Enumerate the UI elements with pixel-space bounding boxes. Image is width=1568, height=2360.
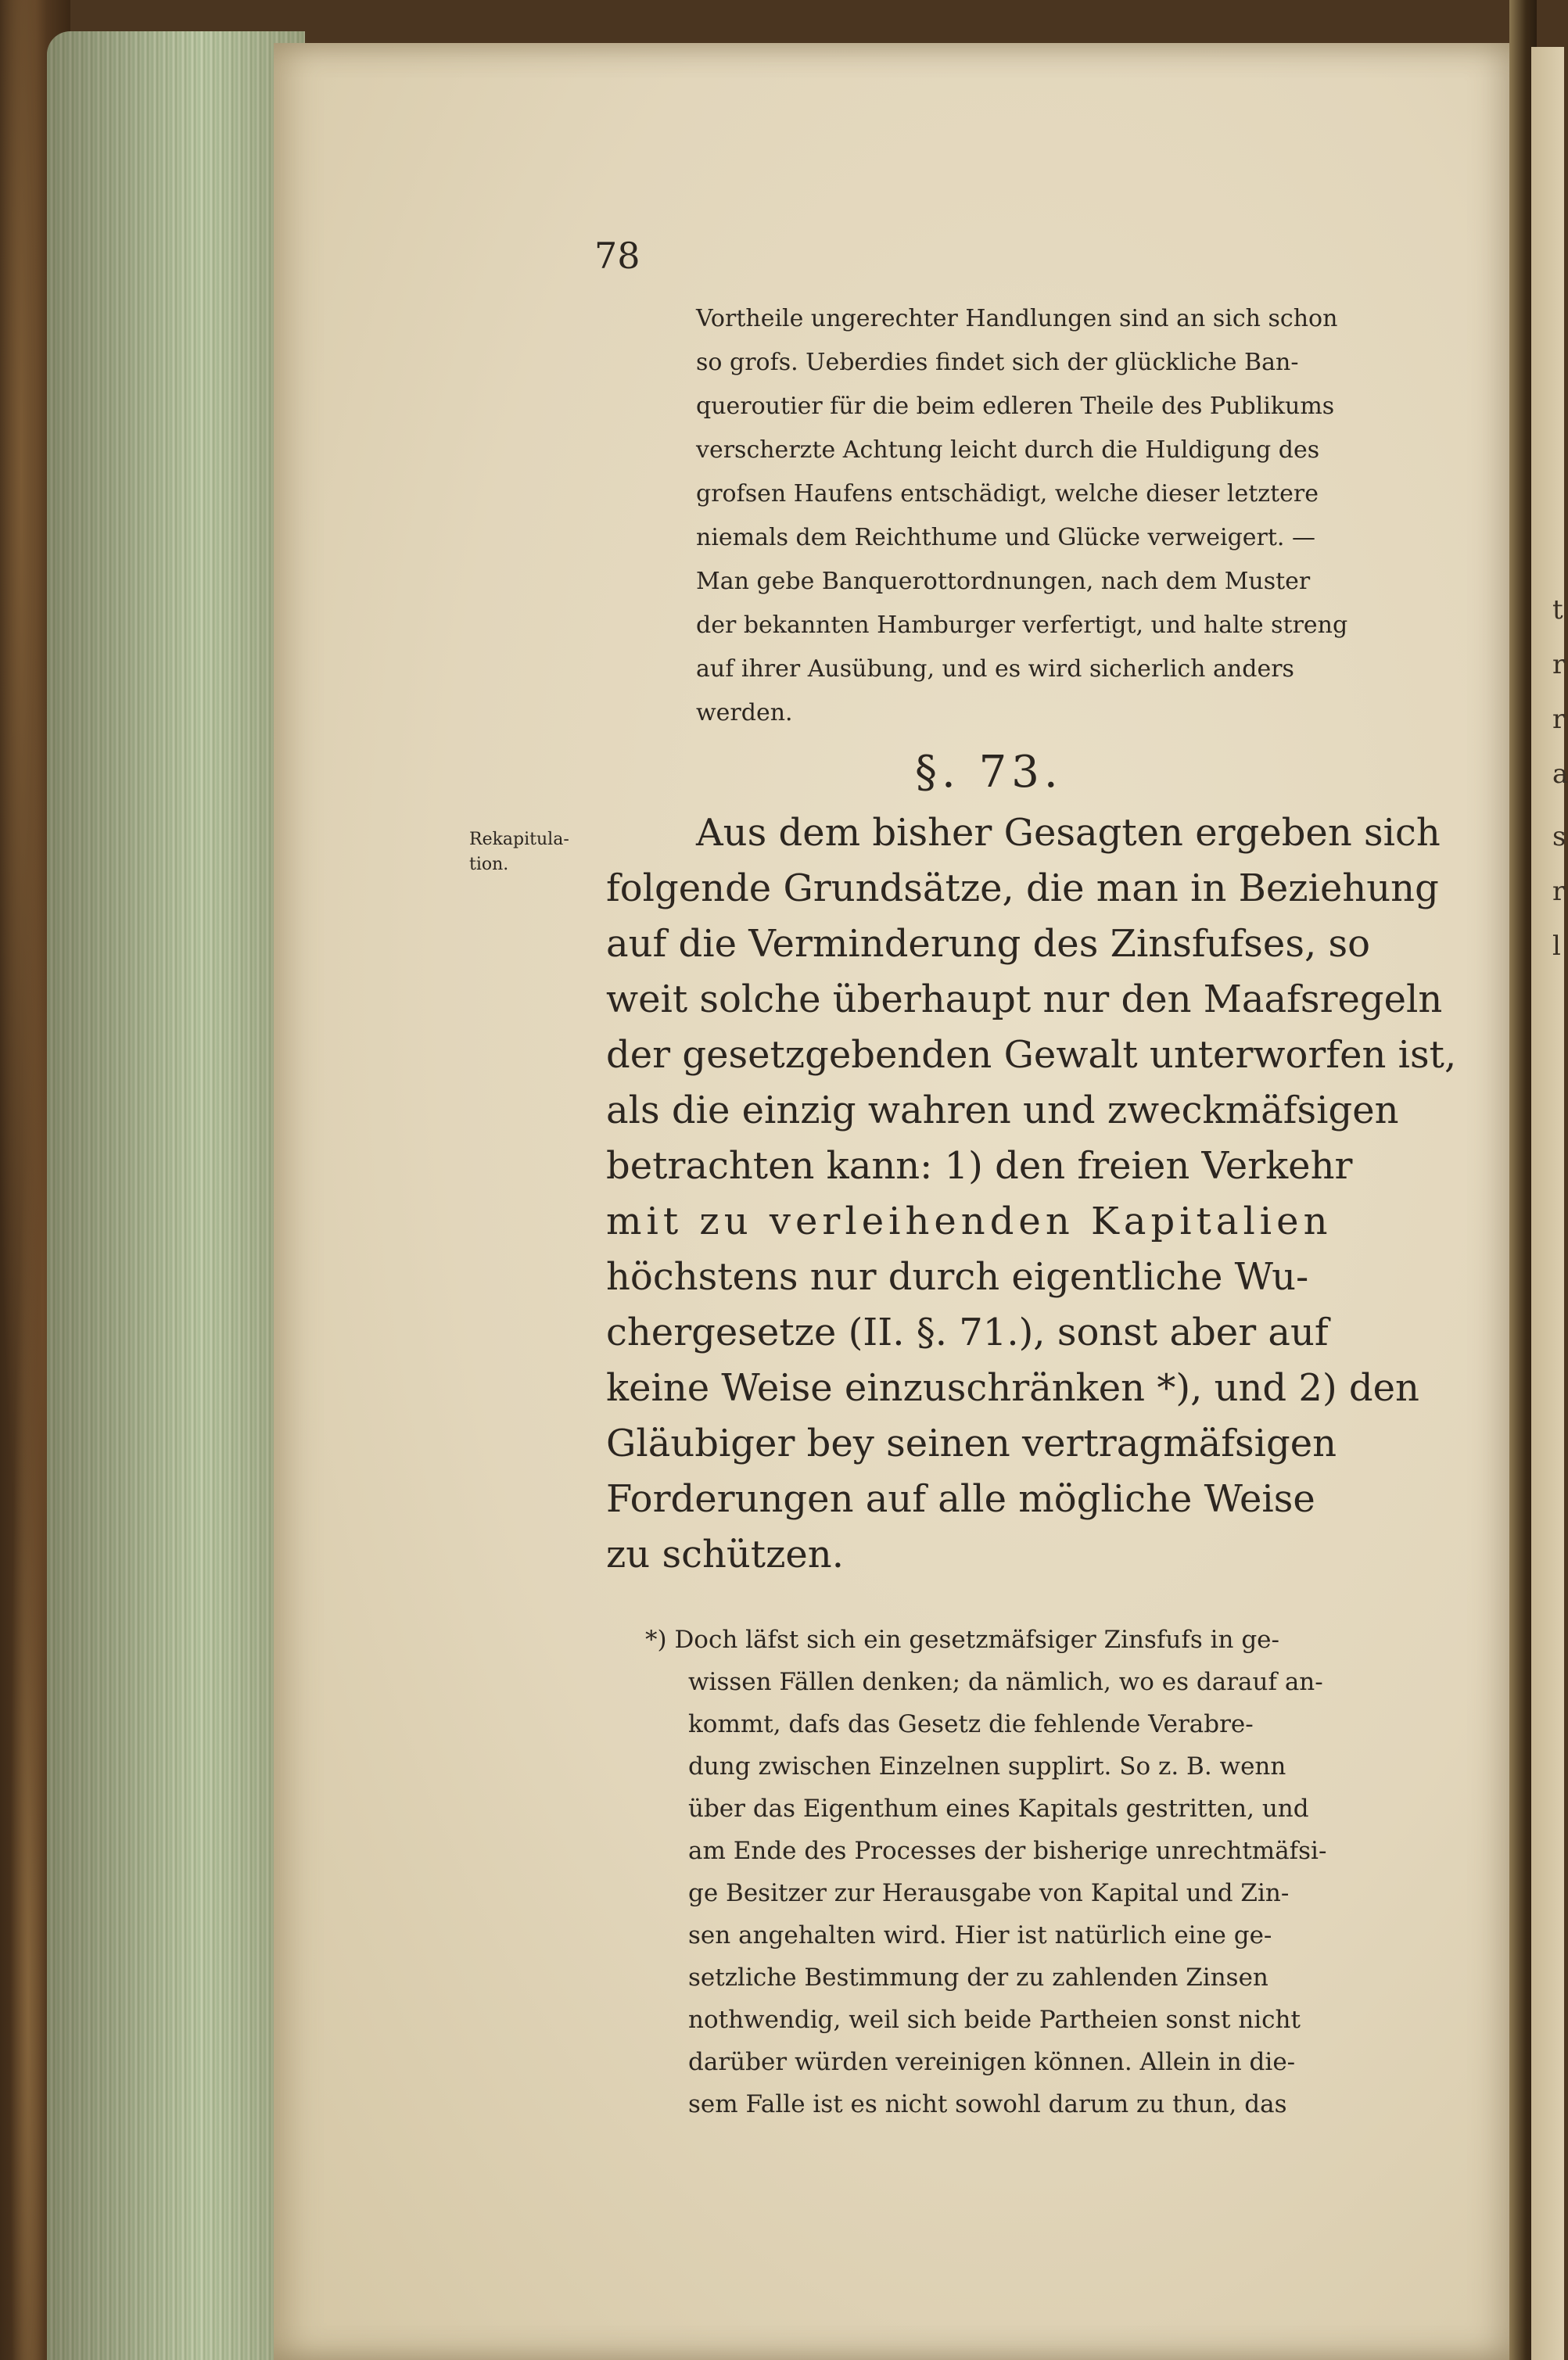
footnote-line: nothwendig, weil sich beide Partheien sonst nicht xyxy=(688,2006,1301,2034)
paragraph-line: Aus dem bisher Gesagten ergeben sich xyxy=(696,811,1441,855)
continuation-line: verscherzte Achtung leicht durch die Huldigung des xyxy=(696,436,1320,464)
footnote-line: am Ende des Processes der bisherige unrechtmäfsi- xyxy=(688,1837,1327,1865)
paragraph-line: der gesetzgebenden Gewalt unterworfen ist, xyxy=(606,1033,1457,1077)
facing-page-letter: s xyxy=(1552,821,1566,852)
facing-page-edge xyxy=(1531,47,1564,2360)
continuation-line: werden. xyxy=(696,699,793,726)
page-number: 78 xyxy=(594,235,640,277)
continuation-line: niemals dem Reichthume und Glücke verweigert. — xyxy=(696,524,1315,551)
paragraph-line: auf die Verminderung des Zinsfufses, so xyxy=(606,922,1371,966)
continuation-line: grofsen Haufens entschädigt, welche dieser letztere xyxy=(696,480,1319,508)
footnote-line: *) Doch läfst sich ein gesetzmäfsiger Zinsfufs in ge- xyxy=(645,1626,1279,1654)
facing-page-letter: r xyxy=(1552,876,1566,907)
footnote-line: sen angehalten wird. Hier ist natürlich eine ge- xyxy=(688,1921,1272,1949)
footnote-line: kommt, dafs das Gesetz die fehlende Verabre- xyxy=(688,1710,1254,1738)
continuation-line: so grofs. Ueberdies findet sich der glückliche Ban- xyxy=(696,349,1299,376)
continuation-line: Vortheile ungerechter Handlungen sind an sich schon xyxy=(696,305,1338,332)
paragraph-line: weit solche überhaupt nur den Maafsregeln xyxy=(606,977,1443,1021)
paragraph-line: höchstens nur durch eigentliche Wu- xyxy=(606,1255,1309,1299)
section-heading: §. 73. xyxy=(915,747,1063,798)
continuation-line: queroutier für die beim edleren Theile des Publikums xyxy=(696,393,1335,420)
facing-page-letter: r xyxy=(1552,649,1566,680)
page-stack-shadow xyxy=(47,31,305,2360)
paragraph-line: Gläubiger bey seinen vertragmäfsigen xyxy=(606,1422,1337,1465)
paragraph-line: als die einzig wahren und zweckmäfsigen xyxy=(606,1089,1399,1132)
footnote-line: sem Falle ist es nicht sowohl darum zu thun, das xyxy=(688,2090,1287,2118)
footnote-line: dung zwischen Einzelnen supplirt. So z. B. wenn xyxy=(688,1752,1286,1781)
paragraph-line: zu schützen. xyxy=(606,1533,844,1576)
footnote-line: setzliche Bestimmung der zu zahlenden Zinsen xyxy=(688,1964,1268,1992)
footnote-line: über das Eigenthum eines Kapitals gestritten, und xyxy=(688,1795,1309,1823)
continuation-line: Man gebe Banquerottordnungen, nach dem Muster xyxy=(696,568,1311,595)
footnote-line: darüber würden vereinigen können. Allein in die- xyxy=(688,2048,1296,2076)
paragraph-line: betrachten kann: 1) den freien Verkehr xyxy=(606,1144,1353,1188)
continuation-line: auf ihrer Ausübung, und es wird sicherlich anders xyxy=(696,655,1294,683)
margin-note-line: Rekapitula- xyxy=(469,830,569,849)
paragraph-line: mit zu verleihenden Kapitalien xyxy=(606,1200,1333,1243)
continuation-line: der bekannten Hamburger verfertigt, und halte streng xyxy=(696,612,1348,639)
footnote-line: ge Besitzer zur Herausgabe von Kapital und Zin- xyxy=(688,1879,1290,1907)
footnote-line: wissen Fällen denken; da nämlich, wo es darauf an- xyxy=(688,1668,1323,1696)
paragraph-line: keine Weise einzuschränken *), und 2) den xyxy=(606,1366,1419,1410)
facing-page-letter: t xyxy=(1552,594,1563,626)
facing-page-letter: l xyxy=(1552,931,1561,962)
facing-page-letter: a xyxy=(1552,759,1568,790)
paragraph-line: folgende Grundsätze, die man in Beziehung xyxy=(606,866,1439,910)
facing-page-letter: r xyxy=(1552,704,1566,735)
paragraph-line: Forderungen auf alle mögliche Weise xyxy=(606,1477,1315,1521)
margin-note-line: tion. xyxy=(469,855,509,874)
paragraph-line: chergesetze (II. §. 71.), sonst aber auf xyxy=(606,1311,1329,1354)
